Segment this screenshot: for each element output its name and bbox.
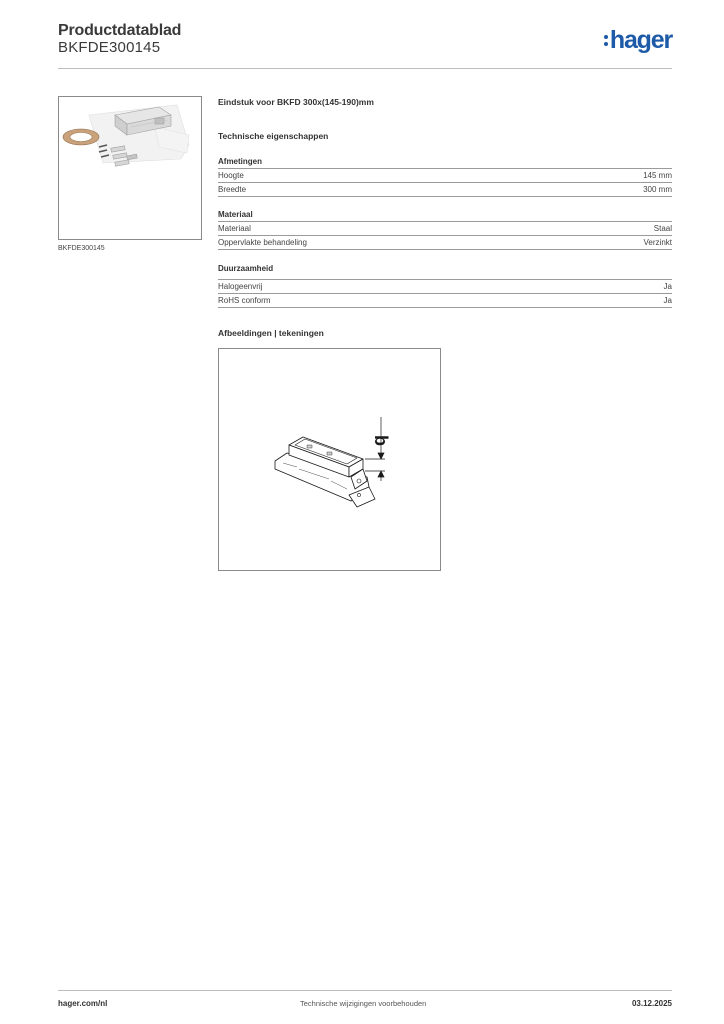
property-value: Verzinkt [643,238,672,247]
property-label: Breedte [218,185,247,194]
property-row-oppervlakte-behandeling [218,236,672,250]
property-row-hoogte [218,169,672,183]
product-description: Eindstuk voor BKFD 300x(145-190)mm [218,97,374,107]
drawings-heading: Afbeeldingen | tekeningen [218,328,324,338]
property-label: RoHS conform [218,296,271,305]
group-duurzaamheid-table [218,279,672,308]
property-value: 145 mm [643,171,672,180]
property-row-rohs-conform [218,294,672,308]
footer-divider [58,990,672,991]
article-number: BKFDE300145 [58,39,161,56]
property-label: Halogeenvrij [218,282,263,291]
footer-note: Technische wijzigingen voorbehouden [300,999,427,1008]
header-divider [58,68,672,69]
property-label: Hoogte [218,171,244,180]
dimension-label-b: b [371,435,391,446]
footer-website-link[interactable]: hager.com/nl [58,999,108,1008]
property-value: Ja [663,296,672,305]
group-afmetingen-table [218,168,672,197]
property-label: Materiaal [218,224,251,233]
group-duurzaamheid-heading: Duurzaamheid [218,264,274,273]
property-value: Ja [663,282,672,291]
document-title: Productdatablad [58,22,182,39]
property-row-halogeenvrij [218,280,672,294]
hager-logo [604,28,672,53]
group-materiaal-heading: Materiaal [218,210,253,219]
technical-heading: Technische eigenschappen [218,131,329,141]
product-photo-caption: BKFDE300145 [58,245,105,252]
technical-drawing [218,348,441,571]
property-row-breedte [218,183,672,197]
property-row-materiaal [218,222,672,236]
logo-dots-icon [604,35,608,46]
technical-drawing-illustration [219,349,440,570]
product-photo-illustration [59,97,201,239]
group-afmetingen-heading: Afmetingen [218,157,262,166]
footer-date: 03.12.2025 [631,999,672,1008]
property-value: 300 mm [643,185,672,194]
logo-wordmark: hager [609,26,672,54]
group-materiaal-table [218,221,672,250]
product-photo [58,96,202,240]
property-label: Oppervlakte behandeling [218,238,307,247]
property-value: Staal [653,224,672,233]
